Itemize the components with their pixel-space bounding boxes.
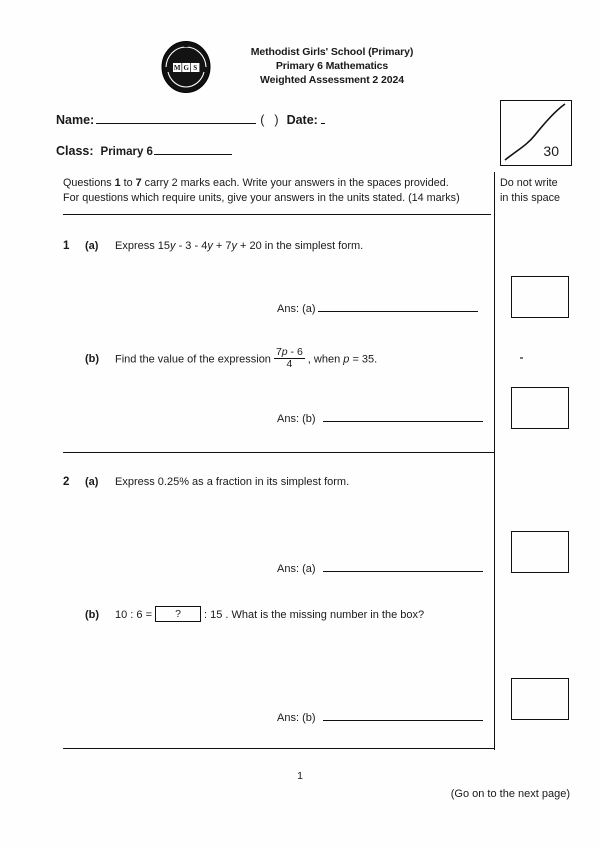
q1a-text-1: Express 15 (115, 240, 171, 252)
answer-line-2b (277, 712, 483, 724)
answer-line-1b (277, 413, 483, 425)
instructions-divider (63, 214, 491, 215)
question-1b (63, 348, 377, 371)
question-separator (63, 452, 495, 453)
q1a-var-3: y (231, 240, 237, 252)
question-1b-label: (b) (85, 353, 100, 366)
answer-1a-label: Ans: (a) (277, 303, 316, 315)
q1a-text-2: - 3 - 4 (175, 240, 208, 252)
svg-text:G: G (183, 64, 189, 73)
do-not-write-note (500, 176, 590, 206)
school-crest-icon (160, 40, 212, 94)
date-label: Date: (286, 113, 318, 127)
bottom-divider (63, 748, 495, 749)
question-2a (63, 474, 349, 490)
assessment-line: Weighted Assessment 2 2024 (260, 74, 404, 86)
class-value: Primary 6 (100, 146, 153, 158)
question-1a-text (115, 238, 363, 254)
answer-line-2a (277, 563, 483, 575)
instructions-text-b: to (120, 177, 136, 189)
instructions-line-2: For questions which require units, give your answers in the units stated. (14 marks) (63, 192, 460, 204)
svg-text:S: S (193, 64, 198, 73)
question-2b-text (115, 607, 424, 623)
mark-box-2a[interactable] (511, 531, 569, 573)
margin-vertical-divider (494, 172, 495, 750)
q1b-num-coef: 7 (275, 346, 282, 358)
question-2b (63, 607, 424, 623)
page-number: 1 (297, 770, 303, 782)
scan-speck (520, 357, 523, 359)
q1b-var-p: p (343, 353, 350, 366)
q1b-text-3: = 35. (349, 353, 378, 366)
q1b-fraction (274, 347, 305, 370)
question-2b-label: (b) (85, 609, 100, 621)
next-page-note: (Go on to the next page) (450, 788, 570, 800)
answer-1b-input[interactable] (323, 421, 483, 422)
question-1-number: 1 (63, 240, 70, 252)
paper-header (160, 40, 460, 94)
question-2a-label: (a) (85, 476, 99, 488)
name-input[interactable] (96, 123, 256, 124)
answer-2a-input[interactable] (323, 571, 483, 572)
class-label: Class: (56, 144, 94, 158)
q1b-num-rest: - 6 (287, 346, 303, 358)
answer-2b-label: Ans: (b) (277, 712, 316, 724)
question-1b-text (115, 348, 377, 371)
instructions-q-from: 1 (114, 177, 121, 189)
class-row (56, 144, 232, 158)
answer-2b-input[interactable] (323, 720, 483, 721)
svg-text:M: M (173, 64, 181, 73)
q2b-text-1: 10 : 6 = (115, 609, 153, 621)
question-1a-label: (a) (85, 240, 99, 252)
question-1a (63, 238, 363, 254)
instructions-q-to: 7 (135, 177, 142, 189)
q1b-text-2: , when (307, 353, 344, 366)
q1b-frac-denominator: 4 (274, 358, 305, 370)
answer-1b-label: Ans: (b) (277, 413, 316, 425)
question-2-number: 2 (63, 476, 70, 488)
q1b-text-1: Find the value of the expression (115, 353, 271, 366)
name-label: Name: (56, 113, 95, 127)
subject-line: Primary 6 Mathematics (275, 60, 389, 72)
do-not-write-line-2: in this space (500, 192, 561, 204)
school-name: Methodist Girls' School (Primary) (250, 46, 414, 58)
q1a-text-3: + 7 (212, 240, 232, 252)
index-close-paren: ) (274, 113, 279, 127)
question-2a-text: Express 0.25% as a fraction in its simplest form. (115, 476, 350, 488)
total-marks-value: 30 (543, 143, 559, 159)
mark-box-1a[interactable] (511, 276, 569, 318)
name-row (56, 113, 325, 127)
q1b-num-var: p (281, 346, 288, 358)
instructions-text-a: Questions (63, 177, 115, 189)
q2b-text-2: : 15 . What is the missing number in the box? (204, 609, 425, 621)
class-input[interactable] (154, 154, 232, 155)
total-marks-box (500, 100, 572, 166)
date-input[interactable] (321, 123, 325, 124)
answer-2a-label: Ans: (a) (277, 563, 316, 575)
do-not-write-line-1: Do not write (500, 177, 558, 189)
mark-box-1b[interactable] (511, 387, 569, 429)
index-open-paren: ( (260, 113, 275, 127)
diagonal-slash-icon (501, 101, 570, 164)
instructions-line-1 (63, 176, 491, 191)
answer-line-1a (277, 303, 478, 315)
instructions-text-c: carry 2 marks each. Write your answers in the spaces provided. (141, 177, 449, 189)
q1a-text-4: + 20 in the simplest form. (236, 240, 364, 252)
missing-number-box[interactable]: ? (155, 606, 201, 622)
q1a-var-2: y (207, 240, 213, 252)
instructions-block (63, 176, 491, 206)
mark-box-2b[interactable] (511, 678, 569, 720)
q1b-frac-numerator (274, 347, 305, 358)
answer-1a-input[interactable] (318, 311, 478, 312)
q1a-var-1: y (170, 240, 176, 252)
